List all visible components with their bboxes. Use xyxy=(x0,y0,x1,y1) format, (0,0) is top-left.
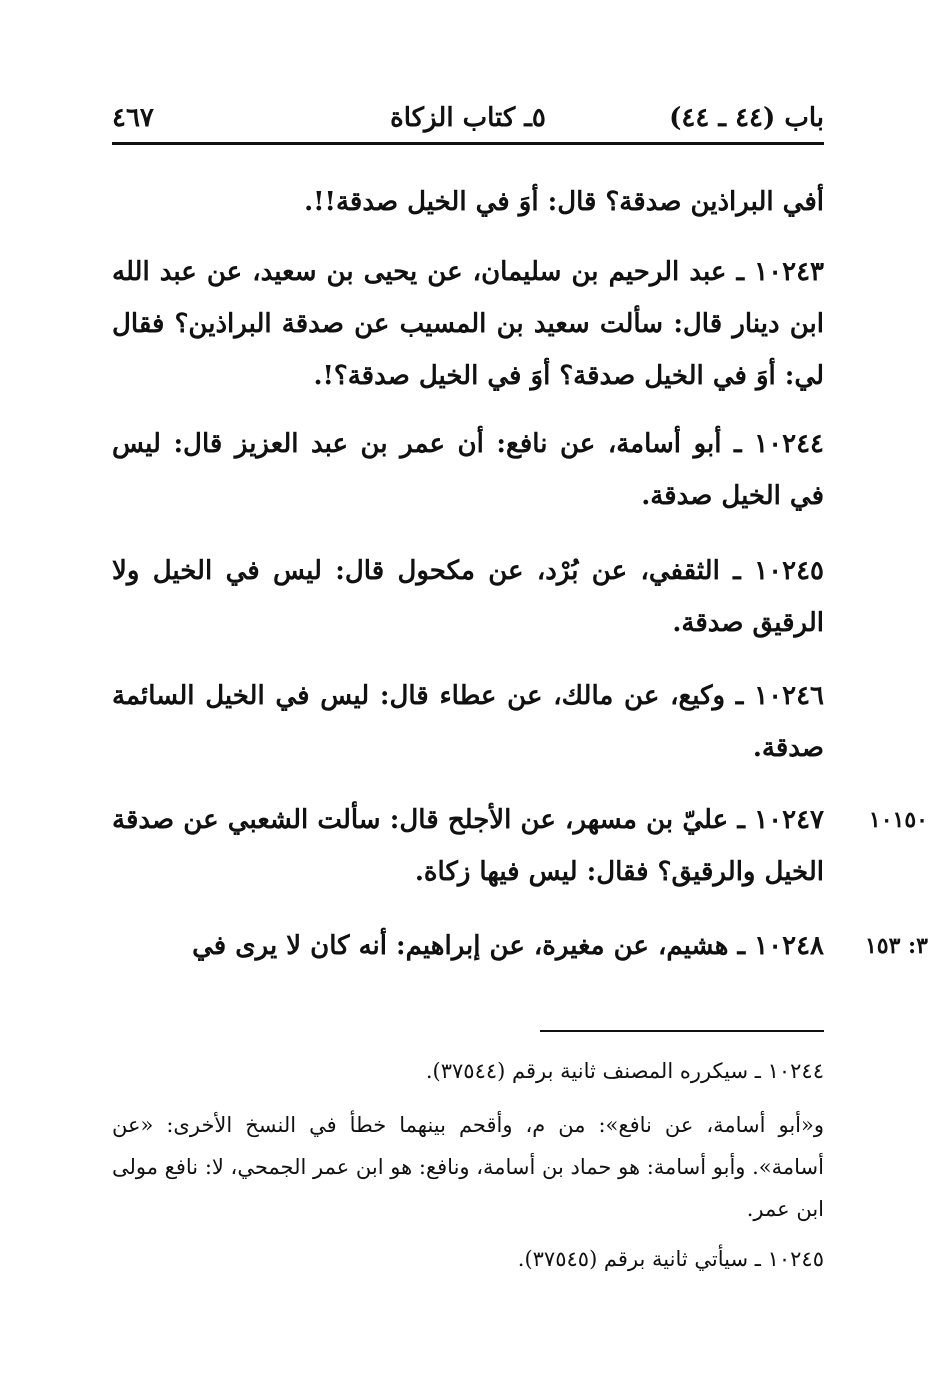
hadith-10248: ١٠٢٤٨ ـ هشيم، عن مغيرة، عن إبراهيم: أنه كان لا يرى في xyxy=(192,931,824,961)
hadith-10246: ١٠٢٤٦ ـ وكيع، عن مالك، عن عطاء قال: ليس في الخيل السائمة صدقة. xyxy=(112,681,824,763)
margin-reference: ١٠١٥٠ xyxy=(868,807,928,833)
footnote: و«أبو أسامة، عن نافع»: من م، وأقحم بينهما خطأ في النسخ الأخرى: «عن أسامة». وأبو أسامة: هو حماد بن أسامة، ونافع: هو ابن عمر الجمحي، لا: نافع مولى ابن عمر. xyxy=(112,1113,824,1221)
running-header xyxy=(112,100,824,140)
hadith-10244: ١٠٢٤٤ ـ أبو أسامة، عن نافع: أن عمر بن عبد العزيز قال: ليس في الخيل صدقة. xyxy=(112,429,824,511)
header-rule xyxy=(112,142,824,145)
hadith-10245: ١٠٢٤٥ ـ الثقفي، عن بُرْد، عن مكحول قال: ليس في الخيل ولا الرقيق صدقة. xyxy=(112,556,824,638)
page-number: ٤٦٧ xyxy=(112,103,154,133)
footnote: ١٠٢٤٤ ـ سيكرره المصنف ثانية برقم (٣٧٥٤٤). xyxy=(425,1059,824,1083)
book-title: ٥ـ كتاب الزكاة xyxy=(390,103,546,133)
chapter-heading: باب (٤٤ ـ ٤٤) xyxy=(669,103,824,133)
paragraph-continuation: أفي البراذين صدقة؟ قال: أوَ في الخيل صدقة!!. xyxy=(304,187,824,217)
footnote: ١٠٢٤٥ ـ سيأتي ثانية برقم (٣٧٥٤٥). xyxy=(517,1247,824,1271)
hadith-10243: ١٠٢٤٣ ـ عبد الرحيم بن سليمان، عن يحيى بن سعيد، عن عبد الله ابن دينار قال: سألت سعيد بن المسيب عن صدقة البراذين؟ فقال لي: أوَ في الخيل صدقة؟ أوَ في الخيل صدقة؟!. xyxy=(112,257,824,391)
footnote-separator xyxy=(540,1030,824,1032)
margin-reference: ٣: ١٥٣ xyxy=(864,933,928,959)
hadith-10247: ١٠٢٤٧ ـ عليّ بن مسهر، عن الأجلح قال: سألت الشعبي عن صدقة الخيل والرقيق؟ فقال: ليس فيها زكاة. xyxy=(112,805,824,887)
